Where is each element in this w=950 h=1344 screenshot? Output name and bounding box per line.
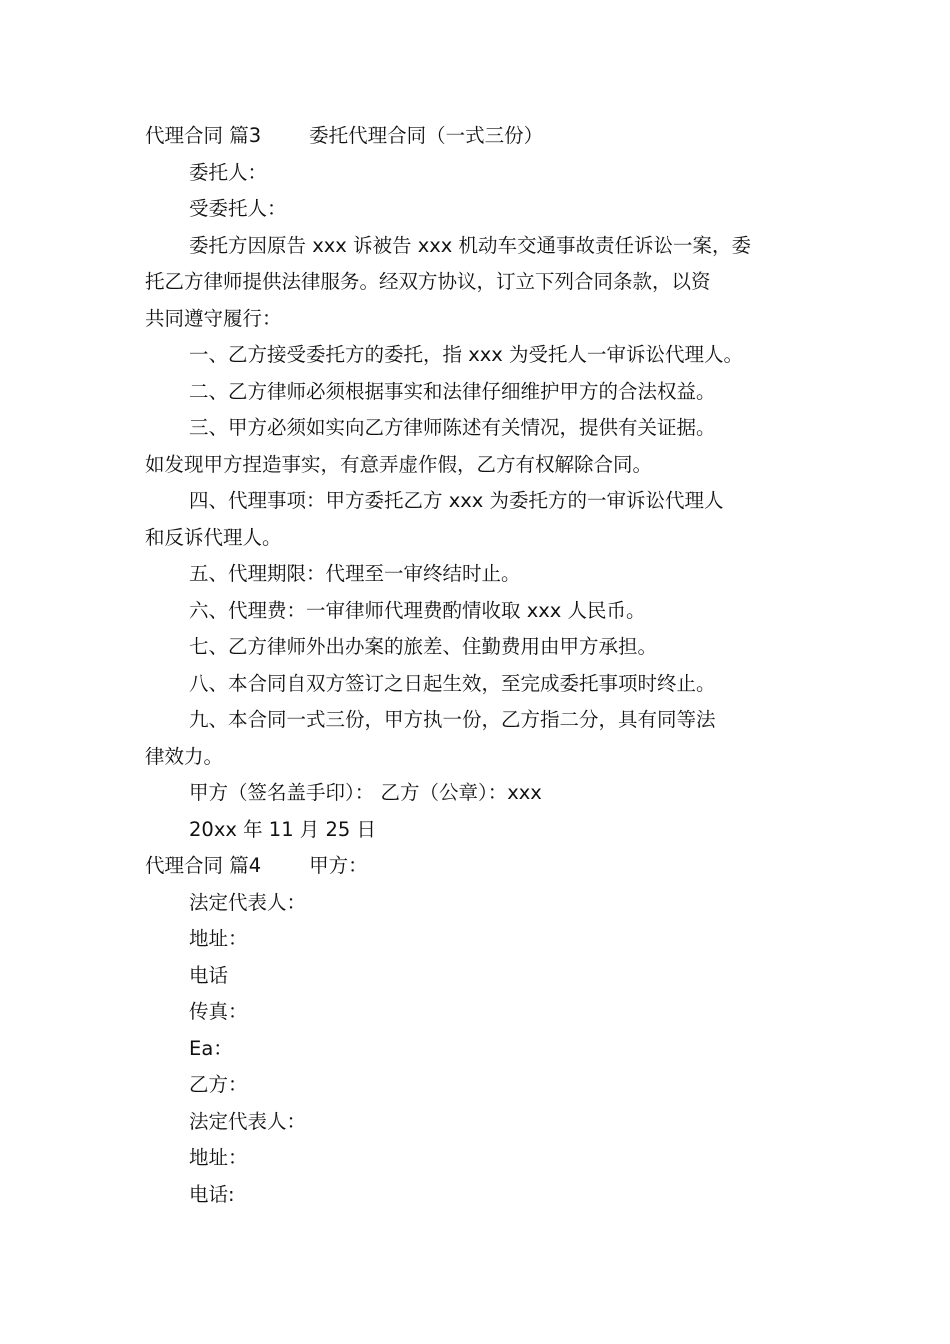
clause-9-continued: 律效力。	[145, 744, 224, 768]
party-a-address: 地址：	[189, 927, 248, 950]
document-body	[145, 118, 810, 1213]
clause-4-continued: 和反诉代理人。	[145, 525, 282, 549]
section4-subtitle: 甲方：	[309, 854, 368, 877]
paragraph-line: 委托方因原告 xxx 诉被告 xxx 机动车交通事故责任诉讼一案，委	[189, 233, 752, 257]
clause-6: 六、代理费：一审律师代理费酌情收取 xxx 人民币。	[189, 598, 646, 622]
signature-line: 甲方（签名盖手印）： 乙方（公章）：xxx	[189, 781, 542, 804]
party-a-phone: 电话	[189, 963, 229, 987]
party-b-address: 地址：	[189, 1146, 248, 1169]
party-a-legal-rep: 法定代表人：	[189, 890, 307, 914]
date-line: 20xx 年 11 月 25 日	[189, 817, 377, 841]
section3-heading: 代理合同 篇3	[145, 124, 262, 147]
clause-3: 三、甲方必须如实向乙方律师陈述有关情况，提供有关证据。	[189, 416, 716, 439]
clause-9: 九、本合同一式三份，甲方执一份，乙方指二分，具有同等法	[189, 708, 716, 731]
clause-2: 二、乙方律师必须根据事实和法律仔细维护甲方的合法权益。	[189, 379, 716, 403]
clause-5: 五、代理期限：代理至一审终结时止。	[189, 562, 521, 585]
paragraph-line: 共同遵守履行：	[145, 306, 282, 330]
party-a-email: Ea：	[189, 1036, 233, 1060]
party-a-fax: 传真：	[189, 1000, 248, 1023]
clause-4: 四、代理事项：甲方委托乙方 xxx 为委托方的一审诉讼代理人	[189, 489, 724, 512]
party-b-label: 乙方：	[189, 1073, 248, 1096]
paragraph-line: 托乙方律师提供法律服务。经双方协议，订立下列合同条款，以资	[145, 270, 711, 293]
section4-heading-line	[145, 848, 810, 885]
section4-heading: 代理合同 篇4	[145, 854, 262, 877]
clause-8: 八、本合同自双方签订之日起生效，至完成委托事项时终止。	[189, 671, 716, 695]
principal-line: 委托人：	[189, 160, 268, 184]
agent-line: 受委托人：	[189, 197, 287, 220]
section3-heading-line	[145, 118, 810, 155]
party-b-phone: 电话:	[189, 1182, 235, 1206]
clause-7: 七、乙方律师外出办案的旅差、住勤费用由甲方承担。	[189, 635, 658, 658]
party-b-legal-rep: 法定代表人：	[189, 1109, 307, 1133]
section3-subtitle: 委托代理合同（一式三份）	[309, 124, 544, 147]
clause-3-continued: 如发现甲方捏造事实，有意弄虚作假，乙方有权解除合同。	[145, 452, 653, 476]
clause-1: 一、乙方接受委托方的委托，指 xxx 为受托人一审诉讼代理人。	[189, 343, 744, 366]
